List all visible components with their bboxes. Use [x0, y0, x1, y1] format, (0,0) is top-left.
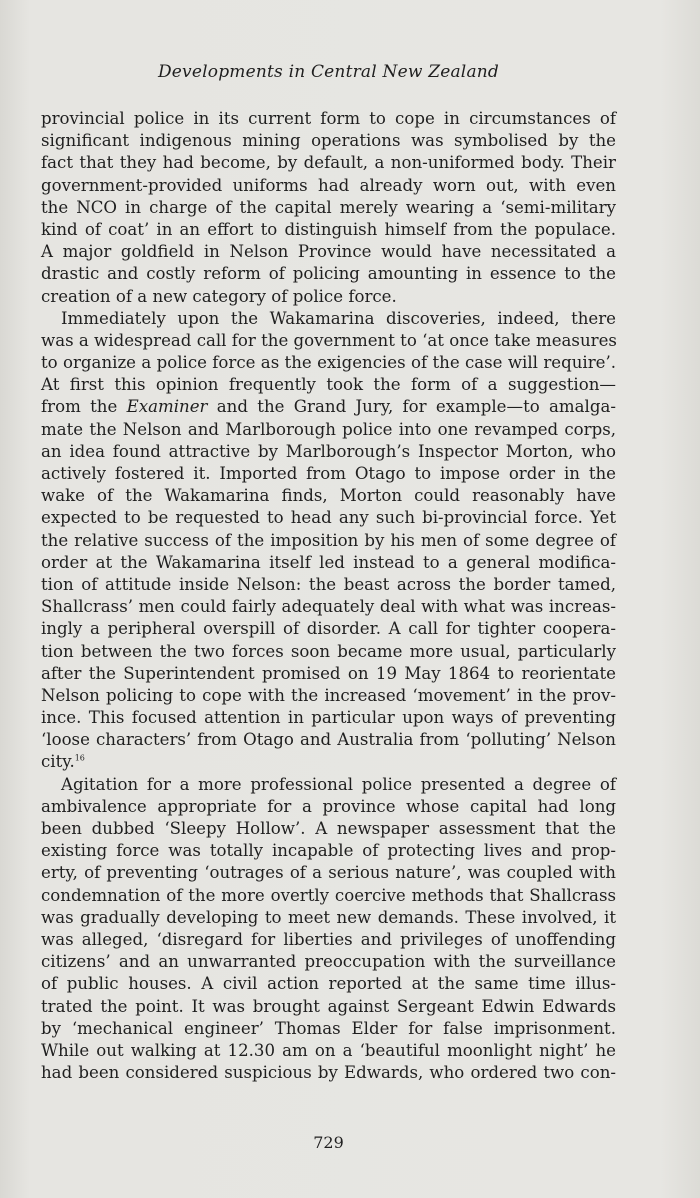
- text-line: mate the Nelson and Marlborough police into one revamped corps,: [41, 419, 616, 439]
- text-run: from the: [41, 397, 127, 417]
- text-line: to organize a police force as the exigencies of the case will require’.: [41, 353, 616, 373]
- text-line: the NCO in charge of the capital merely wearing a ‘semi-military: [41, 197, 616, 217]
- text-line: citizens’ and an unwarranted preoccupation with the surveillance: [41, 952, 616, 972]
- text-line: kind of coat’ in an effort to distinguish himself from the populace.: [41, 219, 616, 239]
- text-run: and the Grand Jury, for example—to amalga-: [207, 397, 616, 417]
- text-line: been dubbed ‘Sleepy Hollow’. A newspaper assessment that the: [41, 819, 616, 838]
- text-line: tion of attitude inside Nelson: the beast across the border tamed,: [41, 574, 616, 594]
- italic-title: Examiner: [126, 397, 208, 417]
- text-line: tion between the two forces soon became more usual, particularly: [41, 641, 616, 661]
- text-line: ‘loose characters’ from Otago and Australia from ‘polluting’ Nelson: [41, 730, 616, 750]
- text-line: existing force was totally incapable of protecting lives and prop-: [41, 841, 616, 861]
- text-line: creation of a new category of police force.: [41, 286, 397, 306]
- text-line: While out walking at 12.30 am on a ‘beautiful moonlight night’ he: [41, 1040, 616, 1060]
- text-line: ambivalence appropriate for a province whose capital had long: [41, 796, 616, 816]
- text-line: had been considered suspicious by Edwards, who ordered two con-: [41, 1063, 616, 1083]
- text-line: significant indigenous mining operations was symbolised by the: [41, 131, 616, 151]
- footnote-reference: 16: [74, 753, 85, 763]
- text-line: the relative success of the imposition by his men of some degree of: [41, 530, 616, 550]
- text-line: [41, 751, 616, 773]
- text-line: fact that they had become, by default, a non-uniformed body. Their: [41, 153, 616, 173]
- text-line: ince. This focused attention in particular upon ways of preventing: [41, 708, 616, 728]
- text-line: expected to be requested to head any such bi-provincial force. Yet: [41, 508, 616, 528]
- text-line: erty, of preventing ‘outrages of a serious nature’, was coupled with: [41, 863, 616, 883]
- text-line: order at the Wakamarina itself led instead to a general modifica-: [41, 552, 616, 572]
- text-line: of public houses. A civil action reported at the same time illus-: [41, 974, 616, 994]
- text-line: trated the point. It was brought against Sergeant Edwin Edwards: [41, 996, 616, 1016]
- text-line: [41, 396, 616, 418]
- text-line: was gradually developing to meet new demands. These involved, it: [41, 907, 616, 927]
- text-line: was a widespread call for the government to ‘at once take measures: [41, 330, 617, 350]
- text-line: Immediately upon the Wakamarina discoveries, indeed, there: [61, 308, 616, 328]
- text-line: A major goldfield in Nelson Province would have necessitated a: [41, 242, 616, 262]
- text-line: ingly a peripheral overspill of disorder. A call for tighter coopera-: [41, 619, 616, 639]
- text-line: Agitation for a more professional police presented a degree of: [61, 774, 616, 794]
- text-line: Shallcrass’ men could fairly adequately deal with what was increas-: [41, 597, 616, 617]
- text-line: was alleged, ‘disregard for liberties and privileges of unoffending: [41, 929, 616, 949]
- page-number: 729: [313, 1133, 344, 1152]
- text-run: city.: [41, 752, 75, 772]
- text-line: wake of the Wakamarina finds, Morton could reasonably have: [41, 486, 616, 506]
- text-line: government-provided uniforms had already worn out, with even: [41, 175, 616, 195]
- running-head: Developments in Central New Zealand: [157, 62, 500, 82]
- text-line: drastic and costly reform of policing amounting in essence to the: [41, 264, 616, 284]
- text-line: actively fostered it. Imported from Otago to impose order in the: [41, 464, 616, 483]
- text-line: condemnation of the more overtly coercive methods that Shallcrass: [41, 885, 616, 905]
- text-line: Nelson policing to cope with the increased ‘movement’ in the prov-: [41, 685, 616, 705]
- text-line: after the Superintendent promised on 19 May 1864 to reorientate: [41, 663, 616, 683]
- text-line: At first this opinion frequently took the form of a suggestion—: [41, 375, 616, 395]
- text-line: by ‘mechanical engineer’ Thomas Elder for false imprisonment.: [41, 1018, 616, 1038]
- text-line: an idea found attractive by Marlborough’s Inspector Morton, who: [41, 441, 616, 461]
- body-text: [41, 108, 616, 1084]
- text-line: provincial police in its current form to cope in circumstances of: [41, 109, 616, 128]
